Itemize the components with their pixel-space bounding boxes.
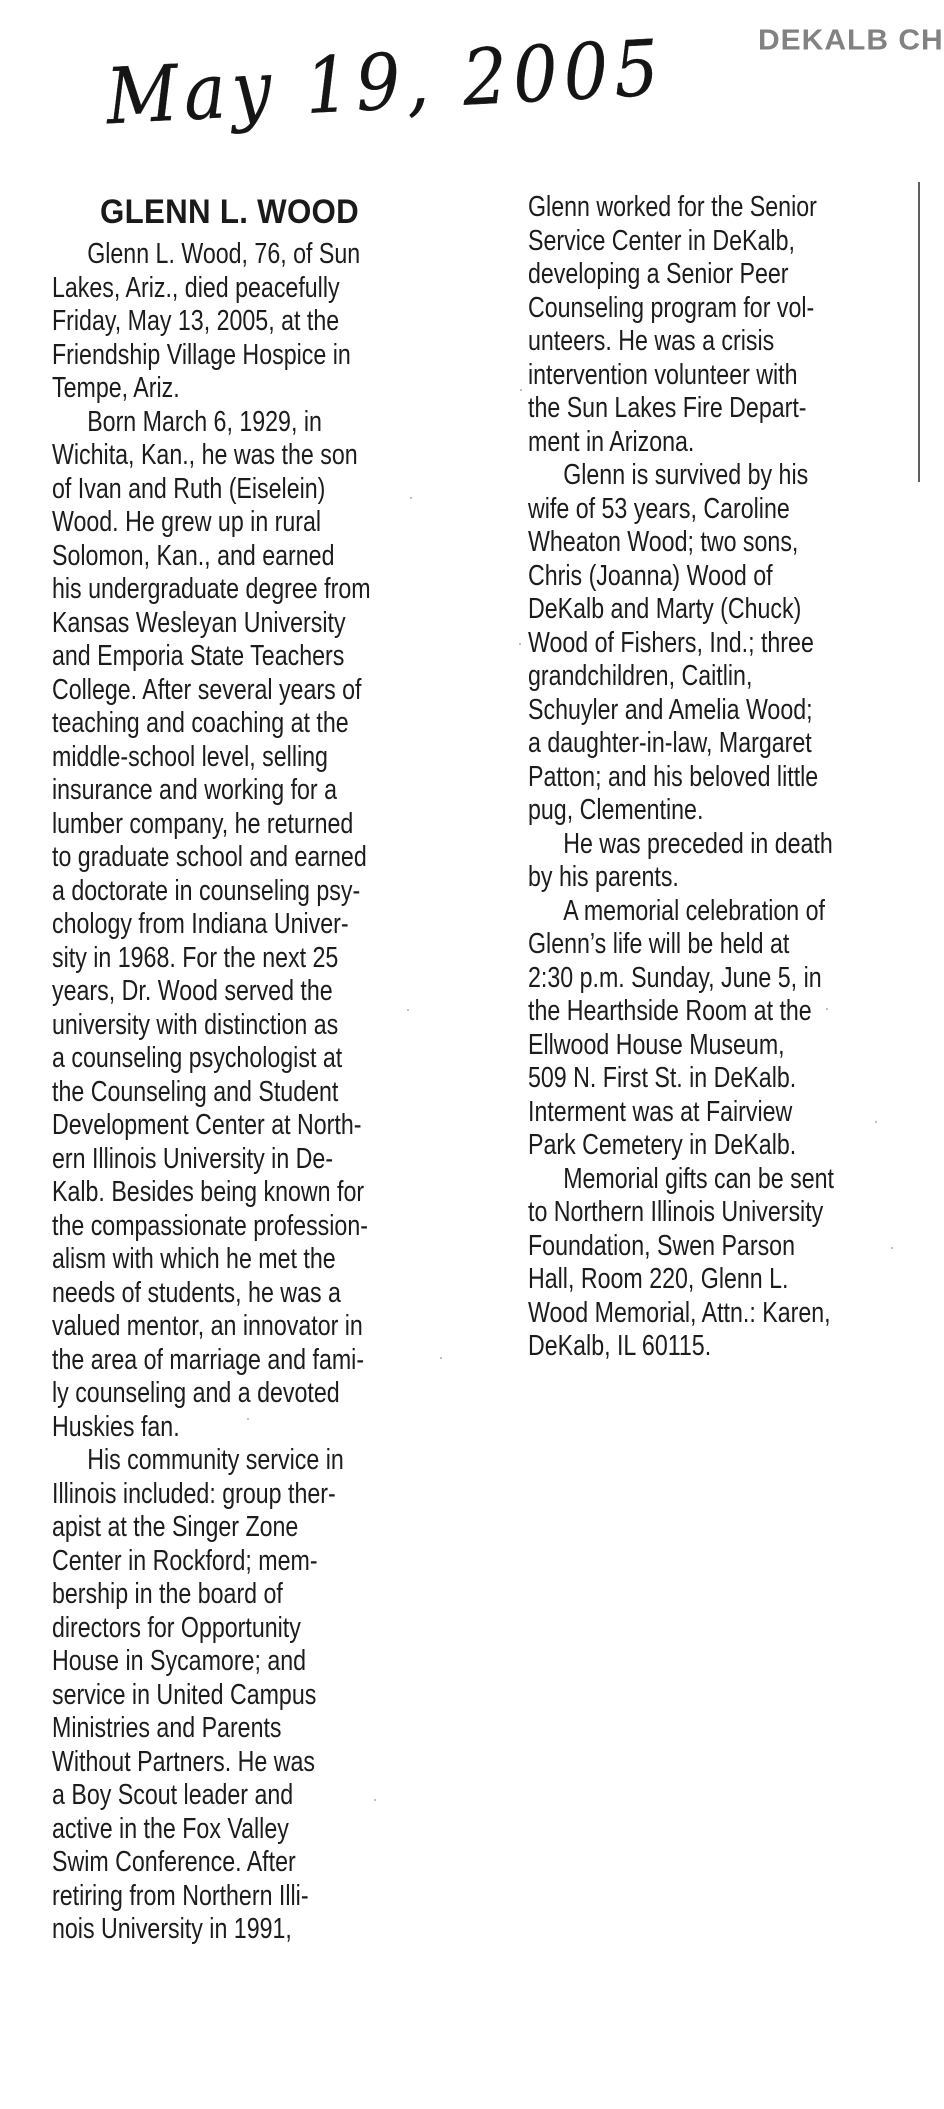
obituary-text-line: Wood of Fishers, Ind.; three — [528, 626, 814, 659]
obituary-text-line: Patton; and his beloved little — [528, 760, 819, 793]
obituary-text-line: Glenn’s life will be held at — [528, 928, 790, 960]
obituary-text-line: sity in 1968. For the next 25 — [52, 941, 339, 974]
obituary-text-line: House in Sycamore; and — [52, 1645, 307, 1677]
obituary-text-line: lumber company, he returned — [52, 807, 354, 840]
obituary-text-line: Wheaton Wood; two sons, — [528, 526, 799, 558]
obituary-text-line: Born March 6, 1929, in — [87, 405, 322, 438]
obituary-text-line: Friendship Village Hospice in — [52, 338, 351, 371]
obituary-title: GLENN L. WOOD — [100, 193, 360, 231]
obituary-text-line: to graduate school and earned — [52, 841, 367, 873]
obituary-text-line: service in United Campus — [52, 1678, 317, 1711]
obituary-text-line: A memorial celebration of — [563, 894, 825, 927]
obituary-text-line: chology from Indiana Univer- — [52, 908, 349, 940]
obituary-text-line: Center in Rockford; mem- — [52, 1544, 318, 1577]
obituary-text-line: His community service in — [87, 1444, 344, 1476]
obituary-text-line: Memorial gifts can be sent — [563, 1162, 834, 1195]
obituary-text-line: to Northern Illinois University — [528, 1196, 824, 1228]
obituary-text-line: years, Dr. Wood served the — [52, 975, 333, 1007]
obituary-text-line: Schuyler and Amelia Wood; — [528, 693, 813, 726]
obituary-text-line: Ellwood House Museum, — [528, 1028, 785, 1061]
obituary-text-line: intervention volunteer with — [528, 358, 798, 391]
scan-speck — [519, 643, 521, 645]
obituary-text-line: bership in the board of — [52, 1578, 283, 1610]
scan-speck — [891, 1247, 893, 1249]
obituary-text-line: ment in Arizona. — [528, 425, 695, 458]
obituary-text-line: by his parents. — [528, 861, 679, 893]
obituary-text-line: wife of 53 years, Caroline — [528, 492, 790, 525]
obituary-text-line: insurance and working for a — [52, 774, 338, 806]
obituary-text-line: Glenn is survived by his — [563, 459, 809, 491]
obituary-text-line: DeKalb, IL 60115. — [528, 1330, 712, 1362]
obituary-text-line: apist at the Singer Zone — [52, 1511, 299, 1543]
scan-speck — [520, 389, 522, 391]
obituary-text-line: Counseling program for vol- — [528, 291, 815, 324]
obituary-text-line: the Counseling and Student — [52, 1075, 339, 1108]
obituary-text-line: developing a Senior Peer — [528, 258, 789, 290]
obituary-text-line: a counseling psychologist at — [52, 1042, 343, 1074]
obituary-text-line: unteers. He was a crisis — [528, 325, 775, 357]
obituary-text-line: He was preceded in death — [563, 827, 833, 860]
obituary-left-column — [52, 238, 371, 1947]
obituary-text-line: Foundation, Swen Parson — [528, 1229, 795, 1262]
obituary-text-line: grandchildren, Caitlin, — [528, 660, 753, 692]
obituary-text-line: alism with which he met the — [52, 1243, 336, 1275]
obituary-text-line: Service Center in DeKalb, — [528, 224, 795, 257]
scan-speck — [410, 497, 412, 499]
obituary-text-line: and Emporia State Teachers — [52, 640, 345, 672]
obituary-text-line: of Ivan and Ruth (Eiselein) — [52, 472, 326, 505]
newspaper-masthead-fragment: DEKALB CH — [758, 24, 944, 57]
obituary-text-line: Huskies fan. — [52, 1410, 180, 1443]
obituary-text-line: retiring from Northern Illi- — [52, 1879, 309, 1912]
obituary-text-line: active in the Fox Valley — [52, 1812, 289, 1845]
obituary-text-line: ly counseling and a devoted — [52, 1377, 340, 1409]
obituary-text-line: Glenn L. Wood, 76, of Sun — [87, 238, 361, 270]
obituary-text-line: DeKalb and Marty (Chuck) — [528, 593, 802, 625]
obituary-text-line: pug, Clementine. — [528, 794, 704, 826]
obituary-text-line: his undergraduate degree from — [52, 573, 371, 605]
obituary-text-line: directors for Opportunity — [52, 1611, 301, 1644]
obituary-text-line: 2:30 p.m. Sunday, June 5, in — [528, 961, 822, 994]
obituary-text-line: Wood Memorial, Attn.: Karen, — [528, 1296, 831, 1329]
obituary-text-line: Friday, May 13, 2005, at the — [52, 305, 340, 337]
obituary-text-line: Hall, Room 220, Glenn L. — [528, 1263, 789, 1295]
obituary-text-line: the compassionate profession- — [52, 1209, 368, 1242]
obituary-text-line: Chris (Joanna) Wood of — [528, 559, 773, 592]
obituary-text-line: teaching and coaching at the — [52, 707, 349, 739]
scan-speck — [247, 1418, 249, 1420]
handwritten-date: May 19, 2005 — [104, 22, 667, 143]
obituary-text-line: valued mentor, an innovator in — [52, 1310, 363, 1342]
obituary-text-line: Park Cemetery in DeKalb. — [528, 1129, 797, 1161]
obituary-text-line: 509 N. First St. in DeKalb. — [528, 1062, 797, 1094]
obituary-text-line: Wichita, Kan., he was the son — [52, 439, 358, 471]
obituary-text-line: Lakes, Ariz., died peacefully — [52, 271, 340, 304]
obituary-text-line: Tempe, Ariz. — [52, 372, 180, 404]
obituary-text-line: ern Illinois University in De- — [52, 1142, 334, 1175]
obituary-text-line: Development Center at North- — [52, 1109, 362, 1141]
scan-speck — [826, 1008, 828, 1010]
obituary-text-line: the area of marriage and fami- — [52, 1343, 365, 1376]
obituary-text-line: College. After several years of — [52, 673, 362, 706]
scan-speck — [440, 1357, 442, 1359]
obituary-text-line: the Hearthside Room at the — [528, 995, 812, 1027]
obituary-text-line: Kansas Wesleyan University — [52, 606, 346, 639]
obituary-text-line: Illinois included: group ther- — [52, 1477, 336, 1510]
obituary-text-line: Without Partners. He was — [52, 1745, 316, 1778]
obituary-text-line: the Sun Lakes Fire Depart- — [528, 392, 807, 424]
scan-speck — [407, 1009, 409, 1011]
obituary-text-line: middle-school level, selling — [52, 740, 328, 773]
obituary-text-line: university with distinction as — [52, 1008, 339, 1041]
obituary-text-line: a doctorate in counseling psy- — [52, 874, 361, 907]
obituary-text-line: a Boy Scout leader and — [52, 1779, 294, 1811]
obituary-text-line: a daughter-in-law, Margaret — [528, 727, 812, 759]
obituary-right-column — [528, 191, 834, 1364]
obituary-text-line: Glenn worked for the Senior — [528, 191, 817, 223]
obituary-text-line: Interment was at Fairview — [528, 1095, 793, 1128]
obituary-text-line: Ministries and Parents — [52, 1712, 282, 1744]
obituary-text-line: Wood. He grew up in rural — [52, 506, 322, 538]
obituary-text-line: nois University in 1991, — [52, 1913, 292, 1945]
obituary-text-line: Swim Conference. After — [52, 1846, 296, 1878]
obituary-text-line: needs of students, he was a — [52, 1276, 341, 1309]
scan-speck — [875, 1121, 877, 1123]
obituary-text-line: Kalb. Besides being known for — [52, 1176, 365, 1208]
clipping-edge-line — [918, 182, 920, 482]
scan-speck — [374, 1799, 376, 1801]
obituary-text-line: Solomon, Kan., and earned — [52, 539, 335, 572]
